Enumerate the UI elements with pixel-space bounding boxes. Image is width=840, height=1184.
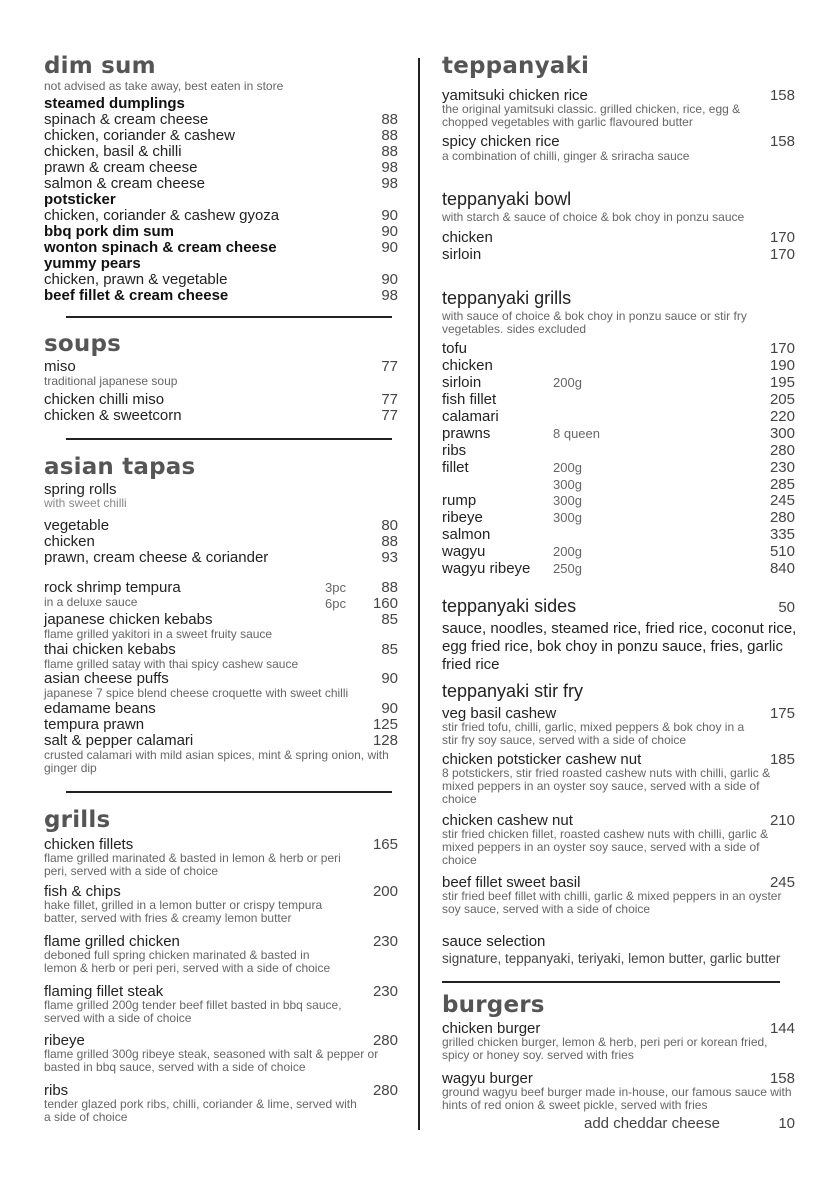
menu-item-price: 190 bbox=[769, 357, 795, 374]
menu-item-name: wagyu bbox=[442, 543, 486, 560]
menu-item-name: chicken chilli miso bbox=[44, 391, 165, 408]
menu-item-price: 90 bbox=[381, 239, 398, 256]
menu-item-price: 88 bbox=[381, 111, 398, 128]
menu-item-price: 98 bbox=[381, 175, 398, 192]
menu-item-price: 200 bbox=[372, 883, 398, 900]
menu-item-desc: stir fried tofu, chilli, garlic, mixed peppers & bok choy in a stir fry soy sauce, served with a side of choice bbox=[442, 720, 745, 747]
menu-item-price: 335 bbox=[769, 526, 795, 543]
menu-item-name: bbq pork dim sum bbox=[44, 223, 175, 240]
spring-rolls-desc: with sweet chilli bbox=[44, 496, 127, 510]
menu-item-price: 210 bbox=[769, 812, 795, 829]
menu-item-price: 90 bbox=[381, 670, 398, 687]
menu-item-name: chicken, prawn & vegetable bbox=[44, 271, 228, 288]
menu-item-desc: flame grilled satay with thai spicy cashew sauce bbox=[44, 657, 299, 671]
menu-item-desc: japanese 7 spice blend cheese croquette with sweet chilli bbox=[44, 686, 349, 700]
menu-item-price: 98 bbox=[381, 159, 398, 176]
asian-tapas-title: asian tapas bbox=[44, 454, 196, 480]
menu-item-price: 77 bbox=[381, 391, 398, 408]
menu-item-price: 300 bbox=[769, 425, 795, 442]
menu-item-name: spicy chicken rice bbox=[442, 133, 560, 150]
menu-item-desc: flame grilled 200g tender beef fillet basted in bbq sauce, served with a side of choice bbox=[44, 998, 342, 1025]
teppanyaki-bowl-desc: with starch & sauce of choice & bok choy in ponzu sauce bbox=[442, 210, 745, 224]
menu-item-price: 840 bbox=[769, 560, 795, 577]
menu-item-name: wagyu ribeye bbox=[442, 560, 531, 577]
menu-item-price: 90 bbox=[381, 271, 398, 288]
menu-item-name: chicken, basil & chilli bbox=[44, 143, 182, 160]
menu-item-price: 230 bbox=[372, 933, 398, 950]
menu-item-name: ribs bbox=[44, 1082, 69, 1099]
menu-item-name: fillet bbox=[442, 459, 469, 476]
teppanyaki-grills-title: teppanyaki grills bbox=[442, 288, 572, 308]
teppanyaki-sides-text: sauce, noodles, steamed rice, fried rice, coconut rice, egg fried rice, bok choy in ponzu sauce, fries, garlic fried rice bbox=[442, 620, 797, 673]
sauce-selection-title: sauce selection bbox=[442, 933, 546, 950]
menu-item-price: 230 bbox=[372, 983, 398, 1000]
menu-item-price: 88 bbox=[381, 127, 398, 144]
menu-item-name: chicken, coriander & cashew gyoza bbox=[44, 207, 280, 224]
section-divider bbox=[442, 981, 780, 983]
menu-item-desc: ground wagyu beef burger made in-house, our famous sauce with hints of red onion & sweet pickle, served with fries bbox=[442, 1085, 792, 1112]
menu-item-name: fish & chips bbox=[44, 883, 121, 900]
potsticker-heading: potsticker bbox=[44, 191, 116, 208]
menu-item-price: 90 bbox=[381, 700, 398, 717]
menu-item-price: 510 bbox=[769, 543, 795, 560]
menu-item-price: 144 bbox=[769, 1020, 795, 1037]
column-divider bbox=[418, 58, 420, 1130]
menu-item-name: ribeye bbox=[442, 509, 483, 526]
menu-item-desc: traditional japanese soup bbox=[44, 374, 178, 388]
sauce-selection-text: signature, teppanyaki, teriyaki, lemon butter, garlic butter bbox=[442, 951, 781, 966]
menu-item-name: flaming fillet steak bbox=[44, 983, 164, 1000]
menu-item-desc: deboned full spring chicken marinated & basted in lemon & herb or peri peri, served with a side of choice bbox=[44, 948, 331, 975]
dim-sum-subtitle: not advised as take away, best eaten in store bbox=[44, 79, 284, 93]
menu-item-price: 280 bbox=[372, 1032, 398, 1049]
menu-item-size: 200g bbox=[553, 460, 582, 475]
menu-item-price: 85 bbox=[381, 641, 398, 658]
menu-item-price: 88 bbox=[381, 143, 398, 160]
menu-item-qty: 6pc bbox=[325, 596, 346, 611]
menu-item-desc: flame grilled yakitori in a sweet fruity sauce bbox=[44, 627, 273, 641]
menu-item-size: 8 queen bbox=[553, 426, 600, 441]
menu-item-name: chicken bbox=[442, 357, 493, 374]
menu-item-name: edamame beans bbox=[44, 700, 156, 717]
menu-item-desc: flame grilled marinated & basted in lemon & herb or peri peri, served with a side of choice bbox=[44, 851, 341, 878]
menu-item-name: wonton spinach & cream cheese bbox=[44, 239, 277, 256]
section-divider bbox=[66, 316, 392, 318]
menu-item-size: 300g bbox=[553, 493, 582, 508]
addon-name: add cheddar cheese bbox=[584, 1115, 720, 1132]
menu-item-name: chicken cashew nut bbox=[442, 812, 573, 829]
soups-title: soups bbox=[44, 331, 122, 357]
menu-item-name: ribs bbox=[442, 442, 467, 459]
menu-item-name: chicken potsticker cashew nut bbox=[442, 751, 642, 768]
menu-item-name: chicken burger bbox=[442, 1020, 541, 1037]
menu-item-name: chicken, coriander & cashew bbox=[44, 127, 235, 144]
menu-item-desc: crusted calamari with mild asian spices, mint & spring onion, with ginger dip bbox=[44, 748, 389, 775]
menu-item-name: beef fillet sweet basil bbox=[442, 874, 581, 891]
menu-item-price: 205 bbox=[769, 391, 795, 408]
teppanyaki-grills-desc: with sauce of choice & bok choy in ponzu sauce or stir fry vegetables. sides excluded bbox=[442, 309, 747, 336]
teppanyaki-stir-fry-title: teppanyaki stir fry bbox=[442, 681, 584, 701]
menu-item-size: 300g bbox=[553, 477, 582, 492]
menu-item-desc: hake fillet, grilled in a lemon butter or crispy tempura batter, served with fries & creamy lemon butter bbox=[44, 898, 323, 925]
menu-item-size: 200g bbox=[553, 375, 582, 390]
menu-item-price: 88 bbox=[381, 579, 398, 596]
menu-item-price: 90 bbox=[381, 207, 398, 224]
menu-item-price: 128 bbox=[372, 732, 398, 749]
menu-item-name: prawn, cream cheese & coriander bbox=[44, 549, 269, 566]
menu-item-desc: the original yamitsuki classic. grilled chicken, rice, egg & chopped vegetables with garlic flavoured butter bbox=[442, 102, 741, 129]
menu-item-name: salt & pepper calamari bbox=[44, 732, 194, 749]
menu-item-price: 220 bbox=[769, 408, 795, 425]
menu-item-price: 160 bbox=[372, 595, 398, 612]
menu-item-name: veg basil cashew bbox=[442, 705, 557, 722]
menu-item-name: salmon & cream cheese bbox=[44, 175, 205, 192]
menu-item-name: spinach & cream cheese bbox=[44, 111, 209, 128]
steamed-heading: steamed dumplings bbox=[44, 95, 185, 112]
menu-item-price: 80 bbox=[381, 517, 398, 534]
menu-item-price: 93 bbox=[381, 549, 398, 566]
menu-item-name: chicken fillets bbox=[44, 836, 134, 853]
menu-item-name: rock shrimp tempura bbox=[44, 579, 181, 596]
menu-item-name: tempura prawn bbox=[44, 716, 145, 733]
menu-item-name: chicken & sweetcorn bbox=[44, 407, 182, 424]
menu-item-price: 170 bbox=[769, 246, 795, 263]
menu-item-desc: a combination of chilli, ginger & sriracha sauce bbox=[442, 149, 690, 163]
menu-item-name: prawn & cream cheese bbox=[44, 159, 198, 176]
menu-item-price: 170 bbox=[769, 340, 795, 357]
spring-rolls-heading: spring rolls bbox=[44, 481, 117, 498]
menu-item-name: ribeye bbox=[44, 1032, 85, 1049]
menu-item-desc: stir fried beef fillet with chilli, garlic & mixed peppers in an oyster soy sauce, served with a side of choice bbox=[442, 889, 782, 916]
menu-item-name: sirloin bbox=[442, 374, 482, 391]
menu-item-qty: 3pc bbox=[325, 580, 346, 595]
menu-item-name: wagyu burger bbox=[442, 1070, 533, 1087]
menu-item-price: 77 bbox=[381, 358, 398, 375]
addon-price: 10 bbox=[778, 1115, 795, 1132]
menu-item-name: japanese chicken kebabs bbox=[44, 611, 213, 628]
menu-item-price: 125 bbox=[372, 716, 398, 733]
burgers-title: burgers bbox=[442, 992, 545, 1018]
section-divider bbox=[66, 791, 392, 793]
grills-title: grills bbox=[44, 807, 111, 833]
menu-item-price: 165 bbox=[372, 836, 398, 853]
menu-item-size: 200g bbox=[553, 544, 582, 559]
menu-item-price: 230 bbox=[769, 459, 795, 476]
teppanyaki-title: teppanyaki bbox=[442, 53, 590, 79]
menu-item-name: fish fillet bbox=[442, 391, 497, 408]
menu-item-name: beef fillet & cream cheese bbox=[44, 287, 229, 304]
menu-item-price: 158 bbox=[769, 133, 795, 150]
menu-item-desc: in a deluxe sauce bbox=[44, 595, 138, 609]
menu-item-price: 98 bbox=[381, 287, 398, 304]
menu-item-price: 280 bbox=[769, 509, 795, 526]
menu-item-name: calamari bbox=[442, 408, 499, 425]
section-divider bbox=[66, 438, 392, 440]
menu-item-name: thai chicken kebabs bbox=[44, 641, 176, 658]
menu-item-price: 88 bbox=[381, 533, 398, 550]
menu-item-size: 250g bbox=[553, 561, 582, 576]
menu-item-name: chicken bbox=[44, 533, 95, 550]
yummy-heading: yummy pears bbox=[44, 255, 141, 272]
menu-item-price: 170 bbox=[769, 229, 795, 246]
menu-item-name: flame grilled chicken bbox=[44, 933, 180, 950]
menu-item-name: yamitsuki chicken rice bbox=[442, 87, 588, 104]
menu-item-price: 77 bbox=[381, 407, 398, 424]
menu-item-name: miso bbox=[44, 358, 76, 375]
menu-item-desc: 8 potstickers, stir fried roasted cashew nuts with chilli, garlic & mixed peppers in an oyster soy sauce, served with a side of choice bbox=[442, 766, 771, 806]
menu-item-desc: grilled chicken burger, lemon & herb, peri peri or korean fried, spicy or honey soy. served with fries bbox=[442, 1035, 768, 1062]
teppanyaki-bowl-title: teppanyaki bowl bbox=[442, 189, 572, 209]
menu-item-price: 280 bbox=[769, 442, 795, 459]
menu-item-name: vegetable bbox=[44, 517, 110, 534]
menu-item-name: sirloin bbox=[442, 246, 482, 263]
teppanyaki-sides-price: 50 bbox=[778, 599, 795, 616]
menu-item-name: tofu bbox=[442, 340, 468, 357]
menu-item-price: 185 bbox=[769, 751, 795, 768]
menu-item-name: salmon bbox=[442, 526, 491, 543]
menu-item-name: asian cheese puffs bbox=[44, 670, 169, 687]
menu-item-desc: flame grilled 300g ribeye steak, seasoned with salt & pepper or basted in bbq sauce, served with a side of choice bbox=[44, 1047, 379, 1074]
menu-item-price: 90 bbox=[381, 223, 398, 240]
dim-sum-title: dim sum bbox=[44, 53, 156, 79]
menu-item-price: 245 bbox=[769, 874, 795, 891]
menu-item-price: 285 bbox=[769, 476, 795, 493]
menu-item-name: rump bbox=[442, 492, 477, 509]
teppanyaki-sides-title: teppanyaki sides bbox=[442, 596, 577, 616]
menu-item-name: prawns bbox=[442, 425, 491, 442]
menu-item-name: chicken bbox=[442, 229, 493, 246]
menu-item-price: 195 bbox=[769, 374, 795, 391]
menu-item-price: 175 bbox=[769, 705, 795, 722]
menu-item-price: 280 bbox=[372, 1082, 398, 1099]
menu-item-size: 300g bbox=[553, 510, 582, 525]
menu-item-desc: tender glazed pork ribs, chilli, coriander & lime, served with a side of choice bbox=[44, 1097, 357, 1124]
menu-item-price: 158 bbox=[769, 1070, 795, 1087]
menu-item-desc: stir fried chicken fillet, roasted cashew nuts with chilli, garlic & mixed peppers in an oyster soy sauce, served with a side of choice bbox=[442, 827, 769, 867]
menu-item-price: 158 bbox=[769, 87, 795, 104]
menu-item-price: 85 bbox=[381, 611, 398, 628]
menu-item-price: 245 bbox=[769, 492, 795, 509]
